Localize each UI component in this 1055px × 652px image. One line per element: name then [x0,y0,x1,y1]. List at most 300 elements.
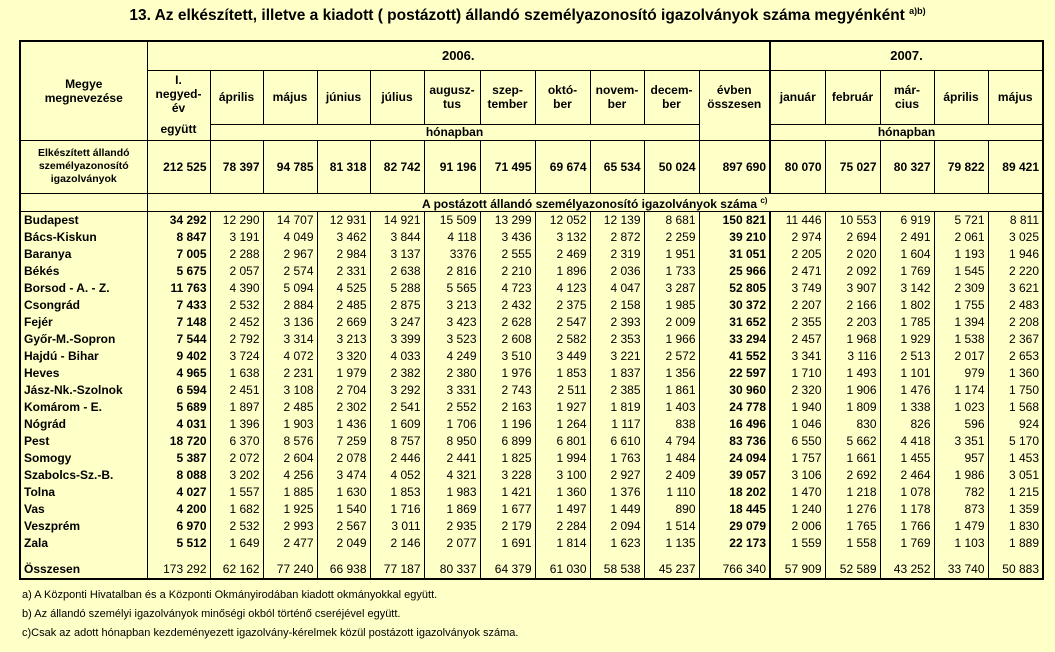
table-cell: 2 884 [263,297,317,314]
table-row [20,348,1043,365]
table-cell: 3 228 [480,467,535,484]
table-cell: 1 178 [880,501,934,518]
table-cell: 2 483 [988,297,1043,314]
table-cell: 2 309 [934,280,988,297]
table-cell: 1 101 [880,365,934,382]
table-cell: 7 544 [147,331,210,348]
year-2007-header: 2007. [770,41,1043,70]
table-cell: 2 572 [644,348,699,365]
table-cell: 31 051 [699,246,770,263]
table-cell: 18 720 [147,433,210,450]
table-cell: 1 903 [263,416,317,433]
table-cell: 2 331 [317,263,370,280]
month-header-2007: április [934,70,988,124]
prepared-value: 71 495 [480,140,535,193]
table-cell: 6 970 [147,518,210,535]
table-cell: 2 816 [424,263,480,280]
county-name: Győr-M.-Sopron [20,331,147,348]
table-cell: 2 532 [210,518,263,535]
table-cell: 12 052 [535,211,590,229]
table-cell: 1 436 [317,416,370,433]
table-cell: 13 299 [480,211,535,229]
county-name: Borsod - A. - Z. [20,280,147,297]
month-header-2006: május [263,70,317,124]
table-cell: 1 559 [770,535,825,552]
table-cell: 1 356 [644,365,699,382]
table-cell: 52 805 [699,280,770,297]
table-row [20,314,1043,331]
table-cell: 2 974 [770,229,825,246]
table-cell: 3 474 [317,467,370,484]
table-cell: 1 449 [590,501,644,518]
prepared-value: 91 196 [424,140,480,193]
table-cell: 1 110 [644,484,699,501]
table-row [20,331,1043,348]
table-cell: 1 623 [590,535,644,552]
table-cell: 1 927 [535,399,590,416]
table-cell: 1 630 [317,484,370,501]
table-cell: 2 375 [535,297,590,314]
table-cell: 957 [934,450,988,467]
table-cell: 2 380 [424,365,480,382]
table-cell: 39 210 [699,229,770,246]
prepared-value: 75 027 [825,140,880,193]
table-cell: 2 446 [370,450,424,467]
table-cell: 2 485 [263,399,317,416]
table-cell: 5 675 [147,263,210,280]
table-cell: 1 476 [880,382,934,399]
table-cell: 3 844 [370,229,424,246]
table-cell: 1 809 [825,399,880,416]
table-row [20,229,1043,246]
table-cell: 5 512 [147,535,210,552]
table-cell: 2 704 [317,382,370,399]
table-cell: 5 094 [263,280,317,297]
table-cell: 2 532 [210,297,263,314]
county-name: Veszprém [20,518,147,535]
table-cell: 1 479 [934,518,988,535]
table-cell: 1 896 [535,263,590,280]
table-cell: 1 853 [535,365,590,382]
table-cell: 7 259 [317,433,370,450]
table-cell: 39 057 [699,467,770,484]
table-cell: 2 511 [535,382,590,399]
table-cell: 1 819 [590,399,644,416]
prepared-value: 897 690 [699,140,770,193]
table-cell: 4 118 [424,229,480,246]
prepared-label: Elkészített állandó személyazonosító igazolványok [20,140,147,193]
table-row [20,450,1043,467]
year-2006-header: 2006. [147,41,770,70]
table-cell: 1 360 [988,365,1043,382]
month-header-2006: április [210,70,263,124]
table-cell: 2 355 [770,314,825,331]
table-cell: 4 256 [263,467,317,484]
table-cell: 1 376 [590,484,644,501]
table-cell: 3 213 [317,331,370,348]
county-name: Pest [20,433,147,450]
prepared-value: 79 822 [934,140,988,193]
table-row [20,518,1043,535]
table-cell: 1 403 [644,399,699,416]
table-cell: 1 240 [770,501,825,518]
table-cell: 1 785 [880,314,934,331]
table-cell: 1 514 [644,518,699,535]
table-cell: 2 555 [480,246,535,263]
total-row [20,552,1043,579]
table-cell: 2 477 [263,535,317,552]
table-cell: 1 769 [880,263,934,280]
table-cell: 2 582 [535,331,590,348]
table-cell: 2 967 [263,246,317,263]
table-row [20,399,1043,416]
table-cell: 1 940 [770,399,825,416]
table-cell: 3 621 [988,280,1043,297]
table-cell: 1 976 [480,365,535,382]
table-cell: 3376 [424,246,480,263]
table-cell: 2 385 [590,382,644,399]
table-cell: 873 [934,501,988,518]
table-cell: 1 360 [535,484,590,501]
table-cell: 62 162 [210,552,263,579]
prepared-value: 212 525 [147,140,210,193]
county-name: Tolna [20,484,147,501]
table-cell: 2 166 [825,297,880,314]
table-cell: 22 173 [699,535,770,552]
table-cell: 2 432 [480,297,535,314]
table-cell: 2 078 [317,450,370,467]
table-cell: 1 046 [770,416,825,433]
table-cell: 6 899 [480,433,535,450]
footnote: b) Az állandó személyi igazolványok minőségi okból történő cseréjével együtt. [22,608,401,620]
table-cell: 24 094 [699,450,770,467]
table-cell: 4 525 [317,280,370,297]
table-cell: 2 207 [770,297,825,314]
table-cell: 2 382 [370,365,424,382]
table-cell: 11 446 [770,211,825,229]
table-cell: 9 402 [147,348,210,365]
table-cell: 3 510 [480,348,535,365]
table-cell: 22 597 [699,365,770,382]
table-cell: 2 935 [424,518,480,535]
table-title: 13. Az elkészített, illetve a kiadott ( postázott) állandó személyazonosító igazolványok száma megyénként $^{a)b)}$ [129,6,926,25]
table-cell: 1 682 [210,501,263,518]
county-name: Jász-Nk.-Szolnok [20,382,147,399]
table-row [20,501,1043,518]
table-cell: 1 706 [424,416,480,433]
table-cell: 1 968 [825,331,880,348]
table-cell: 1 733 [644,263,699,280]
table-cell: 3 025 [988,229,1043,246]
table-cell: 3 907 [825,280,880,297]
table-cell: 12 139 [590,211,644,229]
table-cell: 6 919 [880,211,934,229]
county-name: Hajdú - Bihar [20,348,147,365]
table-cell: 2 367 [988,331,1043,348]
table-cell: 2 638 [370,263,424,280]
table-cell: 1 609 [370,416,424,433]
table-cell: 10 553 [825,211,880,229]
table-cell: 1 557 [210,484,263,501]
table-cell: 2 552 [424,399,480,416]
month-header-2007: január [770,70,825,124]
table-cell: 3 462 [317,229,370,246]
table-row [20,263,1043,280]
table-cell: 3 100 [535,467,590,484]
table-cell: 2 057 [210,263,263,280]
table-cell: 3 213 [424,297,480,314]
posted-header: A postázott állandó személyazonosító igazolványok száma $^{c)}$ [147,193,1043,211]
table-cell: 2 567 [317,518,370,535]
table-cell: 1 604 [880,246,934,263]
table-cell: 83 736 [699,433,770,450]
table-cell: 12 290 [210,211,263,229]
table-cell: 1 421 [480,484,535,501]
county-name: Heves [20,365,147,382]
table-cell: 1 135 [644,535,699,552]
county-name: Békés [20,263,147,280]
table-cell: 3 724 [210,348,263,365]
county-name: Somogy [20,450,147,467]
prepared-value: 94 785 [263,140,317,193]
table-cell: 2 984 [317,246,370,263]
county-name: Baranya [20,246,147,263]
table-cell: 2 163 [480,399,535,416]
table-cell: 1 802 [880,297,934,314]
table-cell: 7 005 [147,246,210,263]
table-cell: 3 191 [210,229,263,246]
table-cell: 2 092 [825,263,880,280]
county-name: Bács-Kiskun [20,229,147,246]
table-cell: 5 721 [934,211,988,229]
table-cell: 979 [934,365,988,382]
table-cell: 5 387 [147,450,210,467]
table-cell: 2 694 [825,229,880,246]
table-cell: 2 231 [263,365,317,382]
table-row [20,280,1043,297]
county-name: Nógrád [20,416,147,433]
table-cell: 1 750 [988,382,1043,399]
table-cell: 8 811 [988,211,1043,229]
table-row [20,535,1043,552]
table-cell: 2 259 [644,229,699,246]
county-name: Zala [20,535,147,552]
table-cell: 2 743 [480,382,535,399]
table-cell: 6 594 [147,382,210,399]
table-cell: 2 061 [934,229,988,246]
table-row [20,297,1043,314]
table-cell: 2 513 [880,348,934,365]
table-cell: 4 321 [424,467,480,484]
table-cell: 1 193 [934,246,988,263]
table-cell: 1 994 [535,450,590,467]
county-name: Csongrád [20,297,147,314]
table-cell: 3 341 [770,348,825,365]
table-cell: 2 872 [590,229,644,246]
table-cell: 29 079 [699,518,770,535]
table-cell: 7 433 [147,297,210,314]
table-cell: 3 749 [770,280,825,297]
table-cell: 4 123 [535,280,590,297]
table-cell: 1 853 [370,484,424,501]
table-cell: 1 837 [590,365,644,382]
table-cell: 58 538 [590,552,644,579]
table-row [20,467,1043,484]
table-cell: 3 051 [988,467,1043,484]
table-cell: 1 545 [934,263,988,280]
table-cell: 2 471 [770,263,825,280]
table-cell: 782 [934,484,988,501]
table-cell: 3 449 [535,348,590,365]
table-cell: 2 441 [424,450,480,467]
table-cell: 11 763 [147,280,210,297]
table-cell: 596 [934,416,988,433]
table-cell: 3 292 [370,382,424,399]
table-cell: 2 205 [770,246,825,263]
table-cell: 4 027 [147,484,210,501]
table-cell: 3 132 [535,229,590,246]
table-cell: 2 393 [590,314,644,331]
prepared-value: 80 327 [880,140,934,193]
table-cell: 1 338 [880,399,934,416]
county-name: Szabolcs-Sz.-B. [20,467,147,484]
table-cell: 8 757 [370,433,424,450]
prepared-value: 78 397 [210,140,263,193]
table-cell: 12 931 [317,211,370,229]
table-cell: 2 541 [370,399,424,416]
prepared-value: 81 318 [317,140,370,193]
month-header-2007: május [988,70,1043,124]
table-cell: 1 889 [988,535,1043,552]
table-row [20,433,1043,450]
table-cell: 3 287 [644,280,699,297]
table-cell: 1 538 [934,331,988,348]
table-cell: 1 765 [825,518,880,535]
table-cell: 2 464 [880,467,934,484]
table-cell: 3 351 [934,433,988,450]
table-cell: 1 470 [770,484,825,501]
table-cell: 3 136 [263,314,317,331]
table-cell: 1 455 [880,450,934,467]
table-cell: 2 792 [210,331,263,348]
table-cell: 1 359 [988,501,1043,518]
table-cell: 1 861 [644,382,699,399]
table-cell: 2 604 [263,450,317,467]
table-cell: 2 094 [590,518,644,535]
table-row [20,211,1043,229]
table-cell: 18 445 [699,501,770,518]
table-cell: 1 897 [210,399,263,416]
table-cell: 1 885 [263,484,317,501]
year-total-sub [699,124,770,140]
table-cell: 2 220 [988,263,1043,280]
table-cell: 3 011 [370,518,424,535]
table-cell: 2 547 [535,314,590,331]
table-row [20,416,1043,433]
table-cell: 3 314 [263,331,317,348]
table-cell: 1 755 [934,297,988,314]
table-cell: 16 496 [699,416,770,433]
table-cell: 5 662 [825,433,880,450]
table-cell: 4 052 [370,467,424,484]
table-cell: 3 202 [210,467,263,484]
table-cell: 2 608 [480,331,535,348]
table-cell: 1 830 [988,518,1043,535]
table-cell: 8 088 [147,467,210,484]
table-cell: 4 723 [480,280,535,297]
table-cell: 924 [988,416,1043,433]
table-cell: 1 979 [317,365,370,382]
table-cell: 2 049 [317,535,370,552]
table-cell: 150 821 [699,211,770,229]
table-cell: 1 540 [317,501,370,518]
month-header-2006: októ- ber [535,70,590,124]
county-name: Budapest [20,211,147,229]
table-cell: 1 906 [825,382,880,399]
county-name: Komárom - E. [20,399,147,416]
table-cell: 34 292 [147,211,210,229]
table-cell: 4 249 [424,348,480,365]
table-cell: 15 509 [424,211,480,229]
table-cell: 1 716 [370,501,424,518]
table-cell: 830 [825,416,880,433]
table-cell: 2 653 [988,348,1043,365]
month-header-2006: június [317,70,370,124]
table-cell: 6 801 [535,433,590,450]
table-cell: 5 689 [147,399,210,416]
table-cell: 30 372 [699,297,770,314]
table-cell: 8 950 [424,433,480,450]
table-cell: 2 320 [770,382,825,399]
table-cell: 1 985 [644,297,699,314]
prepared-value: 50 024 [644,140,699,193]
table-cell: 173 292 [147,552,210,579]
table-cell: 3 523 [424,331,480,348]
table-cell: 2 669 [317,314,370,331]
table-cell: 2 036 [590,263,644,280]
table-cell: 31 652 [699,314,770,331]
table-cell: 1 661 [825,450,880,467]
table-cell: 3 436 [480,229,535,246]
table-cell: 1 264 [535,416,590,433]
honapban-2007: hónapban [770,124,1043,140]
table-row [20,382,1043,399]
table-cell: 2 009 [644,314,699,331]
county-header: Megye megnevezése [20,41,147,140]
table-cell: 1 966 [644,331,699,348]
month-header-2006: július [370,70,424,124]
table-cell: 1 453 [988,450,1043,467]
footnote: c)Csak az adott hónapban kezdeményezett igazolvány-kérelmek közül postázott igazolványok száma. [22,627,519,639]
table-cell: 2 179 [480,518,535,535]
county-name: Vas [20,501,147,518]
table-cell: 3 137 [370,246,424,263]
table-cell: 14 921 [370,211,424,229]
table-cell: 3 221 [590,348,644,365]
table-cell: 1 946 [988,246,1043,263]
table-cell: 1 869 [424,501,480,518]
table-cell: 2 017 [934,348,988,365]
county-name: Összesen [20,552,147,579]
table-cell: 2 574 [263,263,317,280]
prepared-value: 69 674 [535,140,590,193]
table-cell: 1 568 [988,399,1043,416]
prepared-value: 80 070 [770,140,825,193]
table-cell: 1 484 [644,450,699,467]
table-cell: 1 276 [825,501,880,518]
prepared-value: 82 742 [370,140,424,193]
table-cell: 1 929 [880,331,934,348]
